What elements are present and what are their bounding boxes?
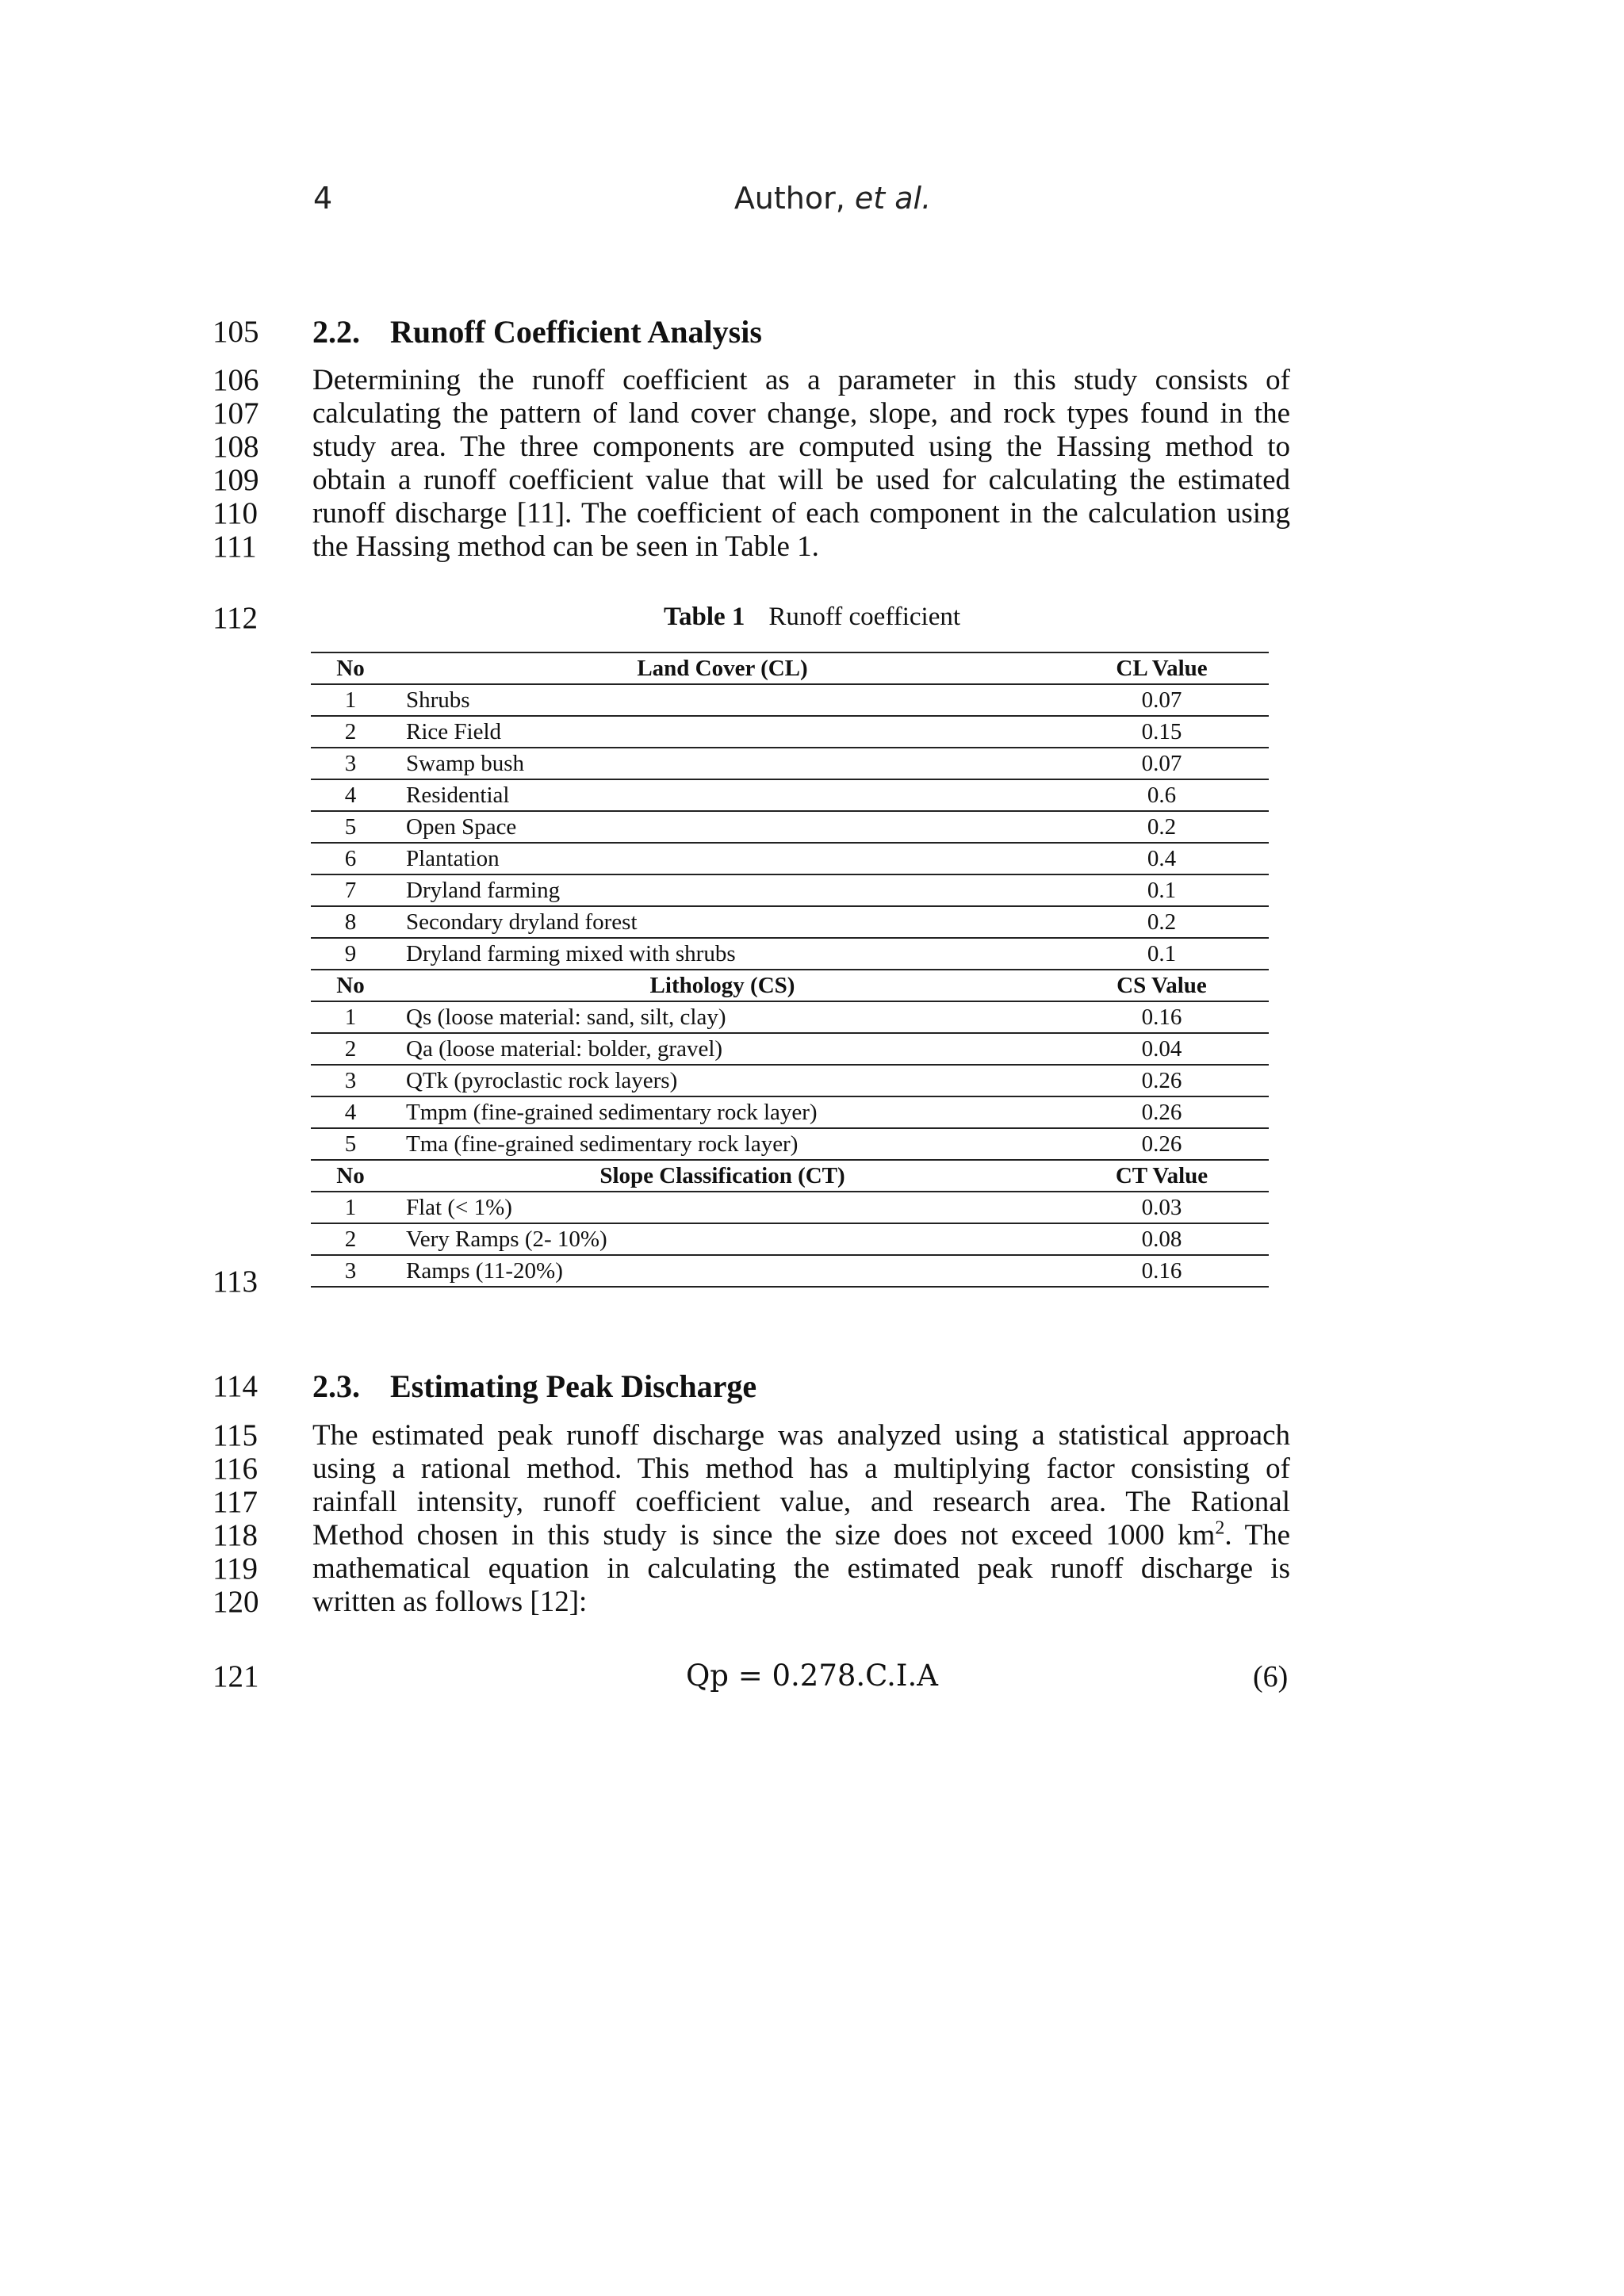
- table-row: [311, 779, 1269, 811]
- table-row: [311, 938, 1269, 970]
- cell-name: Qs (loose material: sand, silt, clay): [390, 1001, 1055, 1033]
- line-tail: . The: [1224, 1519, 1290, 1552]
- cell-name: Residential: [390, 779, 1055, 811]
- line-number: 110: [213, 496, 259, 530]
- cell-value: 0.6: [1055, 779, 1269, 811]
- line-number: 108: [213, 430, 259, 464]
- paragraph-line: written as follows [12]:: [312, 1586, 588, 1618]
- paragraph-line: obtain a runoff coefficient value that will be used for calculating the estimated: [312, 464, 1290, 496]
- cell-no: 1: [311, 1001, 390, 1033]
- paragraph-line: study area. The three components are computed using the Hassing method to: [312, 430, 1290, 463]
- line-number: 107: [213, 396, 259, 430]
- header-cell: CS Value: [1055, 970, 1269, 1001]
- cell-name: Very Ramps (2- 10%): [390, 1223, 1055, 1255]
- cell-name: Plantation: [390, 843, 1055, 874]
- cell-value: 0.16: [1055, 1001, 1269, 1033]
- line-number: 113: [213, 1265, 259, 1299]
- header-cell: No: [311, 970, 390, 1001]
- table-header-row: [311, 652, 1269, 684]
- cell-name: Dryland farming: [390, 874, 1055, 906]
- cell-value: 0.07: [1055, 684, 1269, 716]
- cell-name: Swamp bush: [390, 748, 1055, 779]
- line-number: 121: [213, 1659, 259, 1693]
- cell-no: 5: [311, 1128, 390, 1160]
- running-head: [0, 181, 1624, 216]
- cell-name: Flat (< 1%): [390, 1192, 1055, 1223]
- header-cell: No: [311, 1160, 390, 1192]
- cell-no: 3: [311, 748, 390, 779]
- cell-value: 0.1: [1055, 938, 1269, 970]
- section-number: 2.2.: [312, 314, 360, 350]
- cell-no: 8: [311, 906, 390, 938]
- page-number: 4: [313, 181, 333, 216]
- section-heading-2-2: [312, 314, 762, 350]
- equation: Qp = 0.278.C.I.A: [685, 1659, 939, 1693]
- superscript: 2: [1215, 1517, 1225, 1539]
- line-number: 106: [213, 363, 259, 397]
- paragraph-line: mathematical equation in calculating the estimated peak runoff discharge is: [312, 1552, 1290, 1585]
- cell-value: 0.15: [1055, 716, 1269, 748]
- paragraph-line: the Hassing method can be seen in Table 1.: [312, 530, 819, 563]
- cell-no: 7: [311, 874, 390, 906]
- cell-name: Open Space: [390, 811, 1055, 843]
- line-number: 109: [213, 463, 259, 497]
- table-row: [311, 748, 1269, 779]
- cell-value: 0.4: [1055, 843, 1269, 874]
- cell-name: Rice Field: [390, 716, 1055, 748]
- cell-value: 0.08: [1055, 1223, 1269, 1255]
- table-row: [311, 843, 1269, 874]
- paragraph-2-2: [312, 364, 1290, 564]
- running-head-etal: et al.: [854, 181, 932, 216]
- cell-name: QTk (pyroclastic rock layers): [390, 1065, 1055, 1096]
- cell-value: 0.1: [1055, 874, 1269, 906]
- cell-no: 4: [311, 779, 390, 811]
- header-cell: Land Cover (CL): [390, 652, 1055, 684]
- cell-no: 9: [311, 938, 390, 970]
- cell-name: Qa (loose material: bolder, gravel): [390, 1033, 1055, 1065]
- running-head-authors: Author,: [733, 181, 855, 216]
- paragraph-line: calculating the pattern of land cover change, slope, and rock types found in the: [312, 397, 1290, 430]
- cell-value: 0.2: [1055, 811, 1269, 843]
- line-number: 115: [213, 1418, 259, 1452]
- section-number: 2.3.: [312, 1368, 360, 1404]
- cell-value: 0.26: [1055, 1128, 1269, 1160]
- table-row: [311, 1096, 1269, 1128]
- section-title: Runoff Coefficient Analysis: [390, 314, 762, 350]
- cell-no: 1: [311, 1192, 390, 1223]
- header-cell: Slope Classification (CT): [390, 1160, 1055, 1192]
- cell-no: 3: [311, 1065, 390, 1096]
- line-number: 118: [213, 1518, 259, 1552]
- paragraph-2-3: [312, 1419, 1290, 1619]
- paragraph-line: rainfall intensity, runoff coefficient value, and research area. The Rational: [312, 1486, 1290, 1518]
- cell-no: 1: [311, 684, 390, 716]
- line-text: Method chosen in this study is since the size does not exceed 1000 km: [312, 1519, 1216, 1552]
- line-number: 105: [213, 315, 259, 349]
- line-number: 120: [213, 1585, 259, 1619]
- table-header-row: [311, 1160, 1269, 1192]
- table-row: [311, 1128, 1269, 1160]
- header-cell: CL Value: [1055, 652, 1269, 684]
- table-row: [311, 716, 1269, 748]
- cell-name: Secondary dryland forest: [390, 906, 1055, 938]
- table-row: [311, 906, 1269, 938]
- table-header-row: [311, 970, 1269, 1001]
- cell-value: 0.03: [1055, 1192, 1269, 1223]
- cell-no: 5: [311, 811, 390, 843]
- cell-no: 2: [311, 716, 390, 748]
- cell-no: 2: [311, 1033, 390, 1065]
- cell-no: 6: [311, 843, 390, 874]
- cell-value: 0.26: [1055, 1065, 1269, 1096]
- table-row: [311, 1065, 1269, 1096]
- cell-no: 2: [311, 1223, 390, 1255]
- header-cell: Lithology (CS): [390, 970, 1055, 1001]
- table-caption-text: Runoff coefficient: [768, 603, 961, 631]
- cell-no: 4: [311, 1096, 390, 1128]
- table-row: [311, 874, 1269, 906]
- table-row: [311, 1033, 1269, 1065]
- paragraph-line-with-superscript: [312, 1519, 1290, 1552]
- paragraph-line: using a rational method. This method has a multiplying factor consisting of: [312, 1452, 1290, 1485]
- cell-value: 0.26: [1055, 1096, 1269, 1128]
- paragraph-line: The estimated peak runoff discharge was analyzed using a statistical approach: [312, 1419, 1290, 1452]
- table-row: [311, 1192, 1269, 1223]
- table-row: [311, 1001, 1269, 1033]
- paragraph-line: Determining the runoff coefficient as a parameter in this study consists of: [312, 364, 1290, 396]
- cell-value: 0.16: [1055, 1255, 1269, 1287]
- table-label: Table 1: [663, 603, 745, 631]
- table-row: [311, 811, 1269, 843]
- header-cell: No: [311, 652, 390, 684]
- cell-value: 0.2: [1055, 906, 1269, 938]
- cell-name: Tmpm (fine-grained sedimentary rock layer): [390, 1096, 1055, 1128]
- line-number: 116: [213, 1452, 259, 1486]
- table-row: [311, 684, 1269, 716]
- line-number: 111: [213, 530, 257, 564]
- line-number: 117: [213, 1485, 259, 1519]
- cell-no: 3: [311, 1255, 390, 1287]
- cell-name: Shrubs: [390, 684, 1055, 716]
- table-row: [311, 1223, 1269, 1255]
- cell-value: 0.07: [1055, 748, 1269, 779]
- table-row: [311, 1255, 1269, 1287]
- equation-number: (6): [1253, 1660, 1289, 1693]
- line-number: 112: [213, 601, 259, 635]
- cell-name: Dryland farming mixed with shrubs: [390, 938, 1055, 970]
- header-cell: CT Value: [1055, 1160, 1269, 1192]
- cell-name: Tma (fine-grained sedimentary rock layer): [390, 1128, 1055, 1160]
- section-title: Estimating Peak Discharge: [390, 1368, 757, 1404]
- line-number: 119: [213, 1552, 259, 1586]
- runoff-coefficient-table: [311, 652, 1269, 1288]
- line-number: 114: [213, 1369, 259, 1403]
- table-caption: [0, 601, 1624, 633]
- cell-value: 0.04: [1055, 1033, 1269, 1065]
- cell-name: Ramps (11-20%): [390, 1255, 1055, 1287]
- paragraph-line: runoff discharge [11]. The coefficient of each component in the calculation using: [312, 497, 1290, 530]
- section-heading-2-3: [312, 1368, 756, 1405]
